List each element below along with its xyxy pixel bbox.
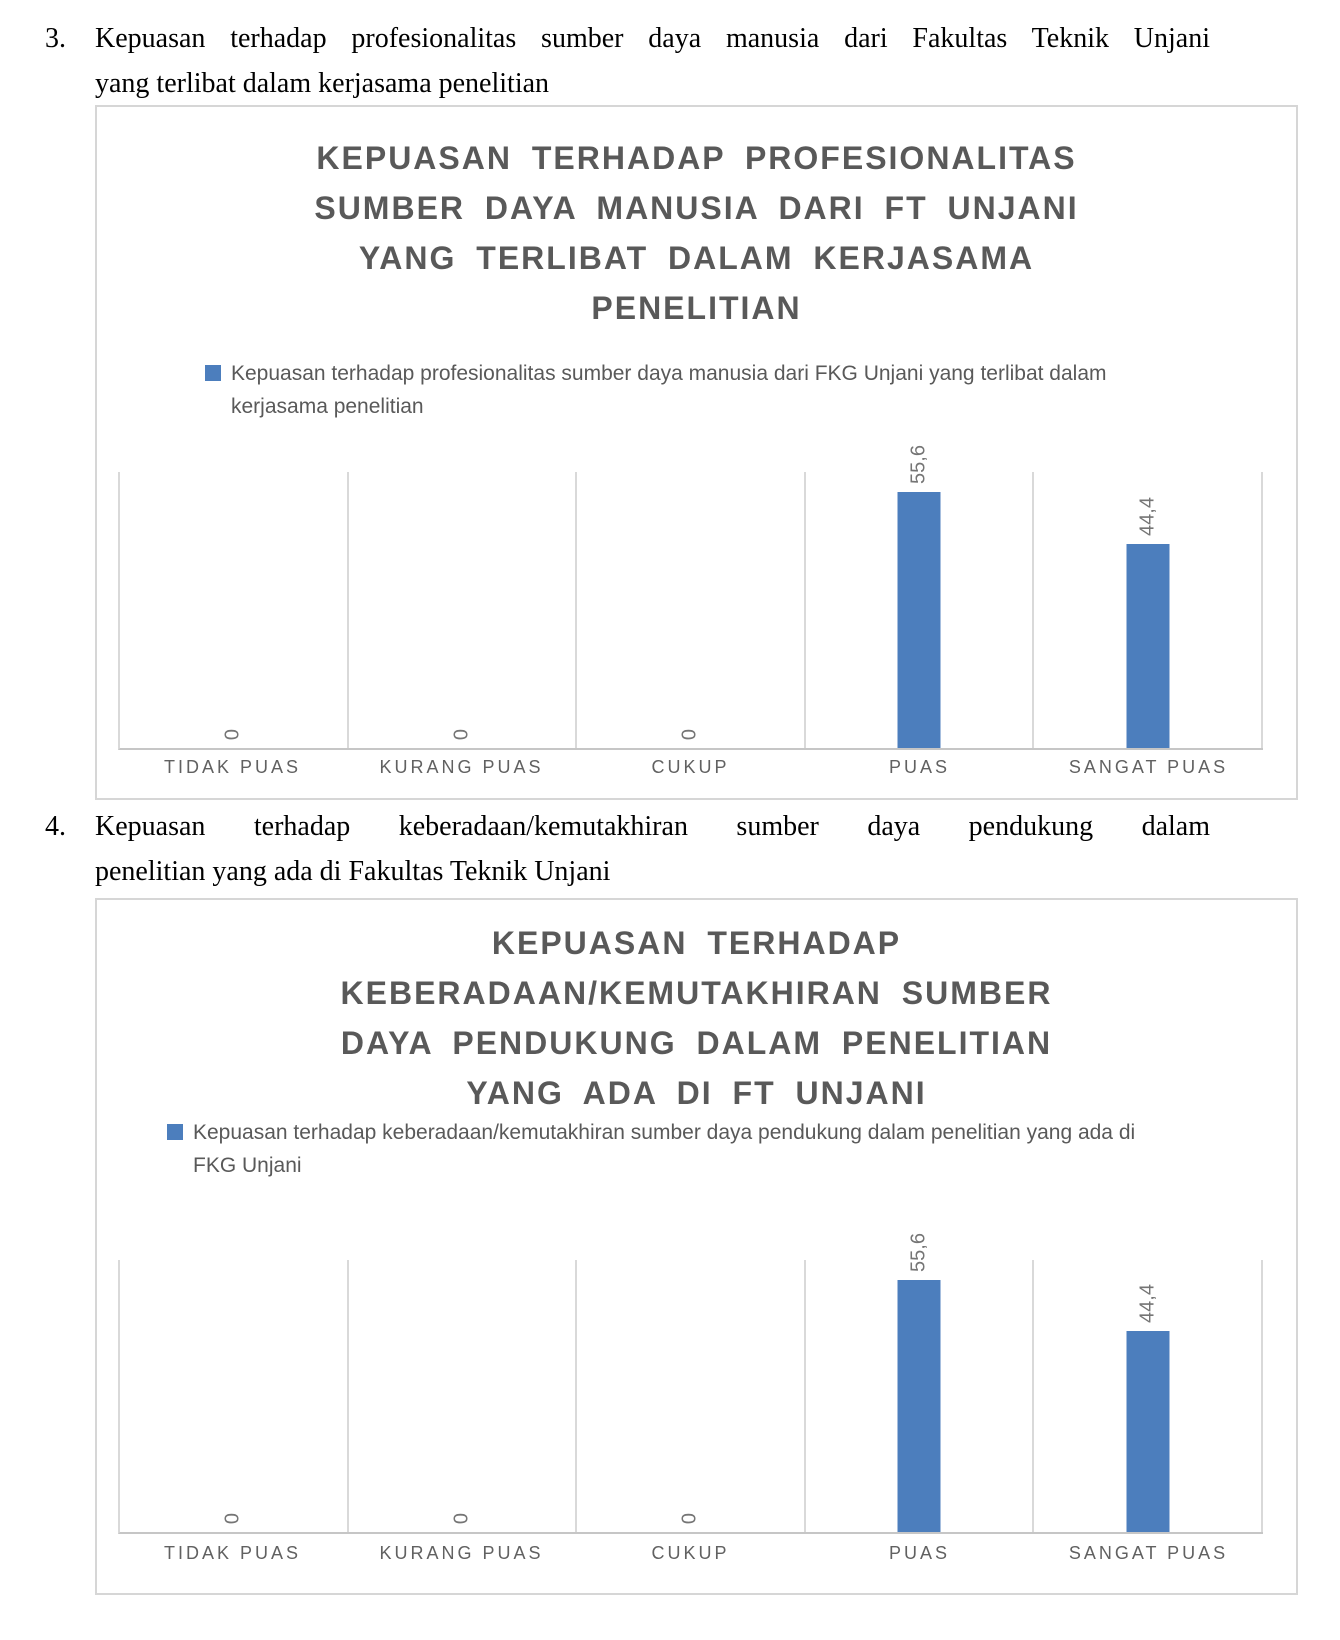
category-label: CUKUP — [651, 1543, 730, 1563]
item-text — [95, 16, 1210, 106]
value-label: 44,4 — [1136, 496, 1159, 536]
value-label: 0 — [221, 1512, 244, 1524]
item-number: 4. — [45, 811, 66, 842]
chart-legend — [167, 1116, 1147, 1182]
bar — [898, 1280, 941, 1532]
category-label: KURANG PUAS — [379, 1543, 544, 1563]
category-label: PUAS — [888, 757, 951, 777]
category-axis — [118, 1543, 1263, 1564]
list-item-3 — [45, 16, 1210, 106]
category-column — [806, 445, 1035, 748]
value-label: 55,6 — [907, 1233, 930, 1272]
item-text-line: penelitian yang ada di Fakultas Teknik Unjani — [95, 856, 611, 887]
bar — [1126, 1331, 1169, 1532]
legend-label: Kepuasan terhadap profesionalitas sumber daya manusia dari FKG Unjani yang terlibat dalam kerjasama penelitian — [231, 362, 1107, 418]
value-label: 0 — [678, 1512, 701, 1524]
plot-area — [118, 445, 1263, 750]
chart-title-line: YANG TERLIBAT DALAM KERJASAMA — [358, 240, 1035, 276]
category-column — [120, 1260, 349, 1532]
chart-title-line: SUMBER DAYA MANUSIA DARI FT UNJANI — [314, 190, 1079, 226]
value-label: 44,4 — [1136, 1283, 1159, 1323]
category-column — [120, 472, 349, 748]
value-label: 0 — [450, 1512, 473, 1524]
bar — [1126, 544, 1169, 748]
chart-title-line: KEPUASAN TERHADAP — [491, 925, 902, 961]
item-text-line: Kepuasan terhadap keberadaan/kemutakhiran sumber daya pendukung dalam — [95, 811, 1210, 842]
category-label: SANGAT PUAS — [1068, 757, 1229, 777]
chart-title — [97, 133, 1296, 333]
value-label: 0 — [450, 728, 473, 740]
category-axis — [118, 757, 1263, 778]
chart-title-line: YANG ADA DI FT UNJANI — [466, 1075, 927, 1111]
item-number: 3. — [45, 23, 66, 54]
satisfaction-chart-profesionalitas — [95, 105, 1298, 800]
category-column — [806, 1233, 1035, 1532]
value-label: 55,6 — [907, 445, 930, 485]
chart-title-line: KEPUASAN TERHADAP PROFESIONALITAS — [316, 140, 1077, 176]
category-label: TIDAK PUAS — [163, 757, 302, 777]
category-label: CUKUP — [651, 757, 730, 777]
legend-marker-icon — [205, 365, 221, 381]
bar — [898, 492, 941, 748]
value-label: 0 — [221, 728, 244, 740]
category-label: KURANG PUAS — [379, 757, 544, 777]
plot-area — [118, 1233, 1263, 1534]
legend-label: Kepuasan terhadap keberadaan/kemutakhiran sumber daya pendukung dalam penelitian yang ada di FKG Unjani — [193, 1121, 1136, 1177]
category-column — [1034, 472, 1263, 748]
category-column — [577, 1260, 806, 1532]
category-label: TIDAK PUAS — [163, 1543, 302, 1563]
category-label: SANGAT PUAS — [1068, 1543, 1229, 1563]
satisfaction-chart-sumber-daya-pendukung — [95, 898, 1298, 1595]
category-label: PUAS — [888, 1543, 951, 1563]
category-column — [349, 472, 578, 748]
category-column — [1034, 1260, 1263, 1532]
category-column — [577, 472, 806, 748]
category-column — [349, 1260, 578, 1532]
item-text-line: yang terlibat dalam kerjasama penelitian — [95, 68, 550, 99]
chart-title-line: PENELITIAN — [591, 290, 802, 326]
chart-title-line: DAYA PENDUKUNG DALAM PENELITIAN — [340, 1025, 1053, 1061]
chart-title-line: KEBERADAAN/KEMUTAKHIRAN SUMBER — [340, 975, 1053, 1011]
list-item-4 — [45, 804, 1210, 894]
item-text-line: Kepuasan terhadap profesionalitas sumber daya manusia dari Fakultas Teknik Unjani — [95, 23, 1210, 54]
legend-marker-icon — [167, 1124, 183, 1140]
value-label: 0 — [678, 728, 701, 740]
chart-title — [97, 918, 1296, 1118]
item-text — [95, 804, 1210, 894]
chart-legend — [205, 357, 1120, 423]
